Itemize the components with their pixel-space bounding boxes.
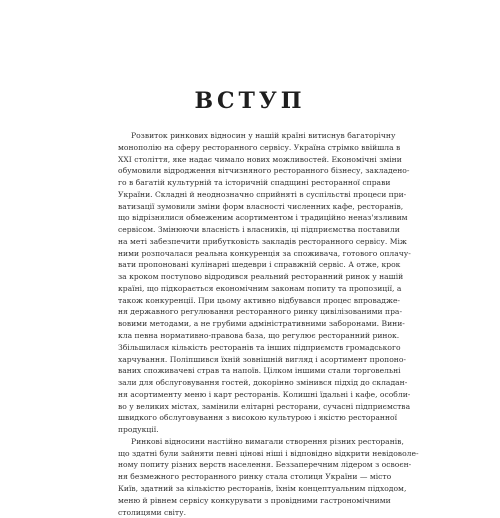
text-line: України. Складні й неоднозначно сприйняті в суспільстві процеси при- bbox=[118, 189, 380, 201]
text-line: також конкуренції. При цьому активно відбувався процес впровадже- bbox=[118, 295, 380, 307]
text-line: ня безмежного ресторанного ринку стала столиця України — місто bbox=[118, 471, 380, 483]
text-line: сервісом. Змінюючи власність і власників, ці підприємства поставили bbox=[118, 224, 380, 236]
body-text bbox=[118, 130, 380, 518]
text-line: кла певна нормативно-правова база, що регулює ресторанний ринок. bbox=[118, 330, 380, 342]
text-line: ваних споживачеві страв та напоїв. Цілком іншими стали торговельні bbox=[118, 365, 380, 377]
text-line: зали для обслуговування гостей, докорінно змінився підхід до складан- bbox=[118, 377, 380, 389]
text-line: столицями світу. bbox=[118, 507, 380, 518]
text-line: обумовили відродження вітчизняного ресторанного бізнесу, закладено- bbox=[118, 165, 380, 177]
text-line: вати пропоновані кулінарні шедеври і справжній сервіс. А отже, крок bbox=[118, 259, 380, 271]
text-line: XXI століття, яке надає чимало нових можливостей. Економічні зміни bbox=[118, 154, 380, 166]
text-line: швидкого обслуговування з високою культурою і якістю ресторанної bbox=[118, 412, 380, 424]
paragraph-2 bbox=[118, 436, 380, 518]
text-line: що здатні були зайняти певні цінові ніші і відповідно відкрити невідоволе- bbox=[118, 448, 380, 460]
text-line: за кроком поступово відродився реальний ресторанний ринок у нашій bbox=[118, 271, 380, 283]
text-line: Розвиток ринкових відносин у нашій країні витиснув багаторічну bbox=[118, 130, 380, 142]
text-line: вовими методами, а не грубими адміністративними заборонами. Вини- bbox=[118, 318, 380, 330]
text-line: го в багатій культурній та історичній спадщині ресторанної справи bbox=[118, 177, 380, 189]
text-line: во у великих містах, замінили елітарні ресторани, сучасні підприємства bbox=[118, 401, 380, 413]
text-line: що відрізнялися обмеженим асортиментом і традиційно неназ'язливим bbox=[118, 212, 380, 224]
text-line: на меті забезпечити прибутковість закладів ресторанного сервісу. Між bbox=[118, 236, 380, 248]
text-line: меню й рівнем сервісу конкурувати з провідними гастрономічними bbox=[118, 495, 380, 507]
paragraph-1 bbox=[118, 130, 380, 436]
text-line: ватизації зумовили зміни форм власності численних кафе, ресторанів, bbox=[118, 201, 380, 213]
text-line: ня державного регулювання ресторанного ринку цивілізованими пра- bbox=[118, 306, 380, 318]
chapter-heading: ВСТУП bbox=[0, 88, 500, 114]
text-line: харчування. Поліпшився їхній зовнішній вигляд і асортимент пропоно- bbox=[118, 354, 380, 366]
text-line: Ринкові відносини настійно вимагали створення різних ресторанів, bbox=[118, 436, 380, 448]
text-line: монополію на сферу ресторанного сервісу. Україна стрімко ввійшла в bbox=[118, 142, 380, 154]
text-line: ня асортименту меню і карт ресторанів. Колишні їдальні і кафе, особли- bbox=[118, 389, 380, 401]
text-line: продукції. bbox=[118, 424, 380, 436]
text-line: країні, що підкорається економічним законам попиту та пропозиції, а bbox=[118, 283, 380, 295]
text-line: ному попиту різних верств населення. Беззаперечним лідером з освоєн- bbox=[118, 459, 380, 471]
text-line: ними розпочалася реальна конкуренція за споживача, готового оплачу- bbox=[118, 248, 380, 260]
text-line: Київ, здатний за кількістю ресторанів, їхнім концептуальним підходом, bbox=[118, 483, 380, 495]
text-line: Збільшилася кількість ресторанів та інших підприємств громадського bbox=[118, 342, 380, 354]
